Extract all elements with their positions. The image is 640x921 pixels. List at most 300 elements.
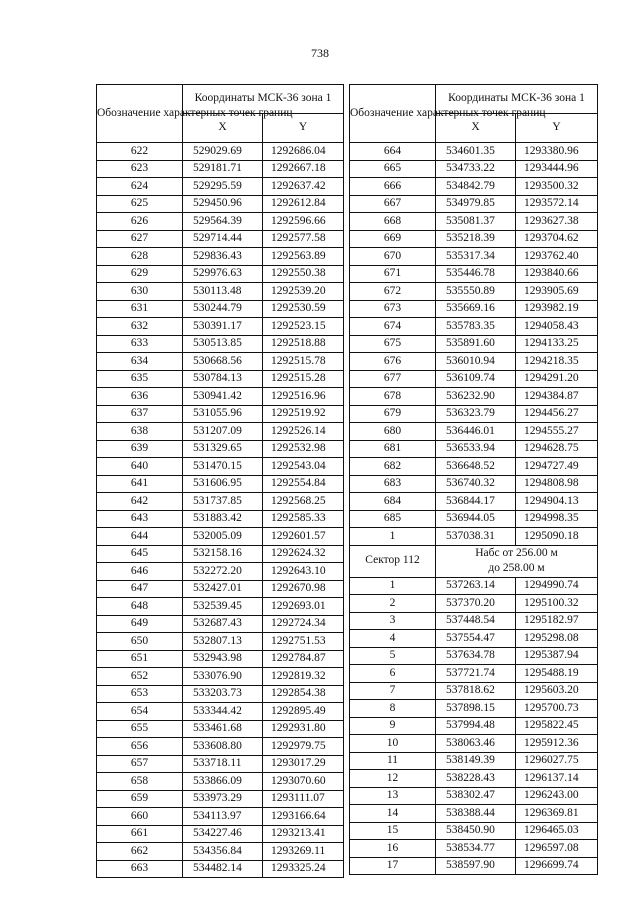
table-row <box>350 735 598 753</box>
x-coordinate: 535317.34 <box>436 248 516 266</box>
x-coordinate: 537721.74 <box>436 665 516 683</box>
table-row <box>97 195 344 213</box>
x-coordinate: 533203.73 <box>183 685 263 703</box>
point-number: 637 <box>97 405 183 423</box>
x-coordinate: 529450.96 <box>183 195 263 213</box>
table-row <box>97 423 344 441</box>
y-coordinate: 1292554.84 <box>263 475 344 493</box>
table-row <box>97 580 344 598</box>
y-coordinate: 1293444.96 <box>516 160 598 178</box>
table-row <box>97 545 344 563</box>
table-row <box>97 388 344 406</box>
table-row <box>350 195 598 213</box>
y-coordinate: 1293017.29 <box>263 755 344 773</box>
point-number: 12 <box>350 770 436 788</box>
table-row <box>350 440 598 458</box>
x-coordinate: 533718.11 <box>183 755 263 773</box>
x-coordinate: 538302.47 <box>436 787 516 805</box>
x-coordinate: 538228.43 <box>436 770 516 788</box>
y-coordinate: 1292519.92 <box>263 405 344 423</box>
point-number: 665 <box>350 160 436 178</box>
table-row <box>97 318 344 336</box>
y-coordinate: 1293070.60 <box>263 773 344 791</box>
x-coordinate: 531470.15 <box>183 458 263 476</box>
point-number: 646 <box>97 563 183 581</box>
x-coordinate: 529029.69 <box>183 143 263 161</box>
y-coordinate: 1292543.04 <box>263 458 344 476</box>
table-row <box>350 475 598 493</box>
x-coordinate: 534227.46 <box>183 825 263 843</box>
x-coordinate: 532427.01 <box>183 580 263 598</box>
x-coordinate: 538534.77 <box>436 840 516 858</box>
table-row <box>97 510 344 528</box>
point-number: 652 <box>97 668 183 686</box>
point-number: 681 <box>350 440 436 458</box>
y-coordinate: 1294904.13 <box>516 493 598 511</box>
y-coordinate: 1296369.81 <box>516 805 598 823</box>
x-coordinate: 533973.29 <box>183 790 263 808</box>
y-coordinate: 1294133.25 <box>516 335 598 353</box>
point-number: 1 <box>350 577 436 595</box>
point-number: 625 <box>97 195 183 213</box>
y-coordinate: 1293325.24 <box>263 860 344 878</box>
y-coordinate: 1295700.73 <box>516 700 598 718</box>
point-number: 658 <box>97 773 183 791</box>
table-row <box>97 825 344 843</box>
table-row <box>350 423 598 441</box>
x-coordinate: 534601.35 <box>436 143 516 161</box>
x-coordinate: 534979.85 <box>436 195 516 213</box>
table-row <box>97 265 344 283</box>
y-coordinate: 1295090.18 <box>516 528 598 546</box>
y-coordinate: 1292523.15 <box>263 318 344 336</box>
y-coordinate: 1293111.07 <box>263 790 344 808</box>
x-coordinate: 537038.31 <box>436 528 516 546</box>
x-coordinate: 538388.44 <box>436 805 516 823</box>
y-coordinate: 1293840.66 <box>516 265 598 283</box>
y-coordinate: 1295488.19 <box>516 665 598 683</box>
x-coordinate: 535218.39 <box>436 230 516 248</box>
x-coordinate: 538450.90 <box>436 822 516 840</box>
point-number: 651 <box>97 650 183 668</box>
table-row <box>97 860 344 878</box>
point-number: 14 <box>350 805 436 823</box>
point-number: 4 <box>350 630 436 648</box>
point-number: 632 <box>97 318 183 336</box>
sector-note-line: Набс от 256.00 м <box>475 546 558 559</box>
y-coordinate: 1296027.75 <box>516 752 598 770</box>
x-coordinate: 529295.59 <box>183 178 263 196</box>
table-row <box>97 248 344 266</box>
y-coordinate: 1294456.27 <box>516 405 598 423</box>
y-coordinate: 1295603.20 <box>516 682 598 700</box>
point-number: 654 <box>97 703 183 721</box>
y-coordinate: 1294727.49 <box>516 458 598 476</box>
point-number: 643 <box>97 510 183 528</box>
y-coordinate: 1292612.84 <box>263 195 344 213</box>
point-number: 675 <box>350 335 436 353</box>
table-row <box>350 248 598 266</box>
point-number: 656 <box>97 738 183 756</box>
x-coordinate: 536740.32 <box>436 475 516 493</box>
y-coordinate: 1292539.20 <box>263 283 344 301</box>
point-number: 644 <box>97 528 183 546</box>
point-number: 640 <box>97 458 183 476</box>
table-row <box>350 752 598 770</box>
point-number: 683 <box>350 475 436 493</box>
table-row <box>350 510 598 528</box>
table-row <box>97 808 344 826</box>
point-number: 679 <box>350 405 436 423</box>
point-number: 684 <box>350 493 436 511</box>
coordinate-system-header: Координаты МСК-36 зона 1 <box>183 85 344 114</box>
y-coordinate: 1296699.74 <box>516 857 598 875</box>
point-number: 628 <box>97 248 183 266</box>
point-number: 673 <box>350 300 436 318</box>
x-coordinate: 531329.65 <box>183 440 263 458</box>
point-number: 623 <box>97 160 183 178</box>
point-number: 636 <box>97 388 183 406</box>
point-number: 638 <box>97 423 183 441</box>
table-row <box>350 787 598 805</box>
x-coordinate: 533076.90 <box>183 668 263 686</box>
table-row <box>350 300 598 318</box>
y-coordinate: 1292784.87 <box>263 650 344 668</box>
x-coordinate: 536109.74 <box>436 370 516 388</box>
x-coordinate: 530668.56 <box>183 353 263 371</box>
table-row <box>350 805 598 823</box>
table-row <box>97 685 344 703</box>
y-coordinate: 1295387.94 <box>516 647 598 665</box>
table-row <box>350 370 598 388</box>
y-coordinate: 1293269.11 <box>263 843 344 861</box>
point-number: 633 <box>97 335 183 353</box>
point-number: 15 <box>350 822 436 840</box>
table-row <box>97 790 344 808</box>
x-coordinate: 538597.90 <box>436 857 516 875</box>
x-coordinate: 532158.16 <box>183 545 263 563</box>
table-row <box>350 178 598 196</box>
y-coordinate: 1292577.58 <box>263 230 344 248</box>
table-row <box>350 595 598 613</box>
x-coordinate: 535669.16 <box>436 300 516 318</box>
table-row <box>350 857 598 875</box>
table-row <box>350 717 598 735</box>
y-coordinate: 1292693.01 <box>263 598 344 616</box>
y-coordinate: 1292516.96 <box>263 388 344 406</box>
sector-label: Сектор 112 <box>350 545 436 577</box>
y-coordinate: 1296243.00 <box>516 787 598 805</box>
y-coordinate: 1292979.75 <box>263 738 344 756</box>
y-coordinate: 1293982.19 <box>516 300 598 318</box>
table-row <box>350 770 598 788</box>
y-coordinate: 1292515.28 <box>263 370 344 388</box>
y-coordinate: 1292667.18 <box>263 160 344 178</box>
x-coordinate: 530391.17 <box>183 318 263 336</box>
coordinates-table-left <box>96 84 344 878</box>
table-row <box>97 633 344 651</box>
table-row <box>350 700 598 718</box>
y-coordinate: 1293704.62 <box>516 230 598 248</box>
x-coordinate: 537818.62 <box>436 682 516 700</box>
table-row <box>350 265 598 283</box>
point-number: 11 <box>350 752 436 770</box>
y-coordinate: 1294808.98 <box>516 475 598 493</box>
point-number: 680 <box>350 423 436 441</box>
table-row <box>350 458 598 476</box>
x-coordinate: 534733.22 <box>436 160 516 178</box>
point-number: 685 <box>350 510 436 528</box>
point-number: 645 <box>97 545 183 563</box>
point-number: 9 <box>350 717 436 735</box>
x-coordinate: 535783.35 <box>436 318 516 336</box>
point-number: 659 <box>97 790 183 808</box>
y-coordinate: 1293166.64 <box>263 808 344 826</box>
y-coordinate: 1292526.14 <box>263 423 344 441</box>
table-row <box>350 493 598 511</box>
y-coordinate: 1292895.49 <box>263 703 344 721</box>
point-number: 13 <box>350 787 436 805</box>
y-coordinate: 1292532.98 <box>263 440 344 458</box>
y-coordinate: 1296137.14 <box>516 770 598 788</box>
table-row <box>350 612 598 630</box>
y-coordinate: 1292854.38 <box>263 685 344 703</box>
x-coordinate: 535446.78 <box>436 265 516 283</box>
table-row <box>350 353 598 371</box>
table-row <box>350 160 598 178</box>
y-coordinate: 1294218.35 <box>516 353 598 371</box>
y-coordinate: 1292568.25 <box>263 493 344 511</box>
x-coordinate: 536446.01 <box>436 423 516 441</box>
point-number: 669 <box>350 230 436 248</box>
point-designation-header: Обозначение характерных точек границ <box>350 85 436 143</box>
x-coordinate: 537448.54 <box>436 612 516 630</box>
point-number: 678 <box>350 388 436 406</box>
point-number: 653 <box>97 685 183 703</box>
table-row <box>350 630 598 648</box>
y-coordinate: 1292530.59 <box>263 300 344 318</box>
point-number: 622 <box>97 143 183 161</box>
y-coordinate: 1292724.34 <box>263 615 344 633</box>
point-number: 671 <box>350 265 436 283</box>
x-coordinate: 536944.05 <box>436 510 516 528</box>
point-number: 664 <box>350 143 436 161</box>
x-coordinate: 533344.42 <box>183 703 263 721</box>
x-coordinate: 535891.60 <box>436 335 516 353</box>
point-number: 662 <box>97 843 183 861</box>
y-coordinate: 1293905.69 <box>516 283 598 301</box>
table-row <box>350 143 598 161</box>
x-coordinate: 537554.47 <box>436 630 516 648</box>
point-number: 8 <box>350 700 436 718</box>
point-number: 660 <box>97 808 183 826</box>
x-coordinate: 536010.94 <box>436 353 516 371</box>
y-coordinate: 1295822.45 <box>516 717 598 735</box>
x-coordinate: 534113.97 <box>183 808 263 826</box>
table-row <box>97 720 344 738</box>
table-row <box>97 143 344 161</box>
y-column-header: Y <box>263 114 344 143</box>
x-coordinate: 533461.68 <box>183 720 263 738</box>
point-number: 682 <box>350 458 436 476</box>
point-number: 650 <box>97 633 183 651</box>
table-row <box>350 335 598 353</box>
x-coordinate: 531055.96 <box>183 405 263 423</box>
point-number: 624 <box>97 178 183 196</box>
y-coordinate: 1292686.04 <box>263 143 344 161</box>
x-coordinate: 534356.84 <box>183 843 263 861</box>
y-coordinate: 1294628.75 <box>516 440 598 458</box>
y-coordinate: 1293572.14 <box>516 195 598 213</box>
x-coordinate: 529564.39 <box>183 213 263 231</box>
y-coordinate: 1293762.40 <box>516 248 598 266</box>
y-coordinate: 1292596.66 <box>263 213 344 231</box>
table-row <box>97 755 344 773</box>
table-row <box>350 318 598 336</box>
y-coordinate: 1294058.43 <box>516 318 598 336</box>
point-number: 672 <box>350 283 436 301</box>
x-coordinate: 531883.42 <box>183 510 263 528</box>
x-coordinate: 536323.79 <box>436 405 516 423</box>
y-coordinate: 1292518.88 <box>263 335 344 353</box>
table-row <box>350 230 598 248</box>
x-coordinate: 532807.13 <box>183 633 263 651</box>
table-row <box>97 528 344 546</box>
table-row <box>350 822 598 840</box>
point-number: 634 <box>97 353 183 371</box>
table-row <box>350 682 598 700</box>
table-row <box>97 598 344 616</box>
x-coordinate: 537994.48 <box>436 717 516 735</box>
y-column-header: Y <box>516 114 598 143</box>
x-coordinate: 532943.98 <box>183 650 263 668</box>
y-coordinate: 1293627.38 <box>516 213 598 231</box>
y-coordinate: 1295100.32 <box>516 595 598 613</box>
point-number: 635 <box>97 370 183 388</box>
table-row <box>97 493 344 511</box>
x-column-header: X <box>436 114 516 143</box>
coordinate-system-header: Координаты МСК-36 зона 1 <box>436 85 598 114</box>
y-coordinate: 1292751.53 <box>263 633 344 651</box>
point-number: 631 <box>97 300 183 318</box>
table-row <box>97 300 344 318</box>
point-number: 670 <box>350 248 436 266</box>
coordinates-table-right <box>349 84 598 875</box>
x-coordinate: 538149.39 <box>436 752 516 770</box>
table-row <box>97 843 344 861</box>
table-row <box>97 335 344 353</box>
y-coordinate: 1292515.78 <box>263 353 344 371</box>
y-coordinate: 1294990.74 <box>516 577 598 595</box>
table-row <box>350 283 598 301</box>
x-coordinate: 535550.89 <box>436 283 516 301</box>
point-number: 666 <box>350 178 436 196</box>
x-coordinate: 529836.43 <box>183 248 263 266</box>
point-number: 1 <box>350 528 436 546</box>
table-row <box>350 647 598 665</box>
y-coordinate: 1293380.96 <box>516 143 598 161</box>
x-coordinate: 532687.43 <box>183 615 263 633</box>
y-coordinate: 1295912.36 <box>516 735 598 753</box>
point-number: 630 <box>97 283 183 301</box>
table-row <box>350 665 598 683</box>
point-designation-header: Обозначение характерных точек границ <box>97 85 183 143</box>
y-coordinate: 1296597.08 <box>516 840 598 858</box>
y-coordinate: 1295182.97 <box>516 612 598 630</box>
x-coordinate: 535081.37 <box>436 213 516 231</box>
y-coordinate: 1292624.32 <box>263 545 344 563</box>
y-coordinate: 1292819.32 <box>263 668 344 686</box>
point-number: 16 <box>350 840 436 858</box>
y-coordinate: 1292643.10 <box>263 563 344 581</box>
x-coordinate: 530113.48 <box>183 283 263 301</box>
point-number: 677 <box>350 370 436 388</box>
x-coordinate: 529976.63 <box>183 265 263 283</box>
table-row <box>97 178 344 196</box>
point-number: 626 <box>97 213 183 231</box>
point-number: 641 <box>97 475 183 493</box>
y-coordinate: 1296465.03 <box>516 822 598 840</box>
point-number: 661 <box>97 825 183 843</box>
table-row <box>350 405 598 423</box>
sector-elevation-note <box>436 545 598 577</box>
point-number: 5 <box>350 647 436 665</box>
table-row <box>97 615 344 633</box>
point-number: 10 <box>350 735 436 753</box>
table-row <box>97 353 344 371</box>
table-row <box>97 405 344 423</box>
point-number: 648 <box>97 598 183 616</box>
x-coordinate: 537370.20 <box>436 595 516 613</box>
point-number: 17 <box>350 857 436 875</box>
y-coordinate: 1292637.42 <box>263 178 344 196</box>
y-coordinate: 1292585.33 <box>263 510 344 528</box>
x-coordinate: 530513.85 <box>183 335 263 353</box>
x-coordinate: 534482.14 <box>183 860 263 878</box>
x-coordinate: 532005.09 <box>183 528 263 546</box>
x-coordinate: 530244.79 <box>183 300 263 318</box>
table-row <box>97 650 344 668</box>
x-coordinate: 534842.79 <box>436 178 516 196</box>
y-coordinate: 1292563.89 <box>263 248 344 266</box>
table-row <box>97 458 344 476</box>
y-coordinate: 1294291.20 <box>516 370 598 388</box>
table-row <box>350 577 598 595</box>
point-number: 6 <box>350 665 436 683</box>
x-coordinate: 538063.46 <box>436 735 516 753</box>
table-row <box>97 563 344 581</box>
table-row <box>97 213 344 231</box>
y-coordinate: 1292931.80 <box>263 720 344 738</box>
table-row <box>97 738 344 756</box>
y-coordinate: 1294998.35 <box>516 510 598 528</box>
x-coordinate: 533866.09 <box>183 773 263 791</box>
table-row <box>97 773 344 791</box>
point-number: 663 <box>97 860 183 878</box>
x-coordinate: 536648.52 <box>436 458 516 476</box>
y-coordinate: 1293500.32 <box>516 178 598 196</box>
table-row <box>350 840 598 858</box>
x-coordinate: 531737.85 <box>183 493 263 511</box>
x-coordinate: 529181.71 <box>183 160 263 178</box>
y-coordinate: 1293213.41 <box>263 825 344 843</box>
point-number: 667 <box>350 195 436 213</box>
x-coordinate: 536533.94 <box>436 440 516 458</box>
y-coordinate: 1292550.38 <box>263 265 344 283</box>
point-number: 3 <box>350 612 436 630</box>
sector-note-line: до 258.00 м <box>488 562 545 575</box>
x-coordinate: 532539.45 <box>183 598 263 616</box>
